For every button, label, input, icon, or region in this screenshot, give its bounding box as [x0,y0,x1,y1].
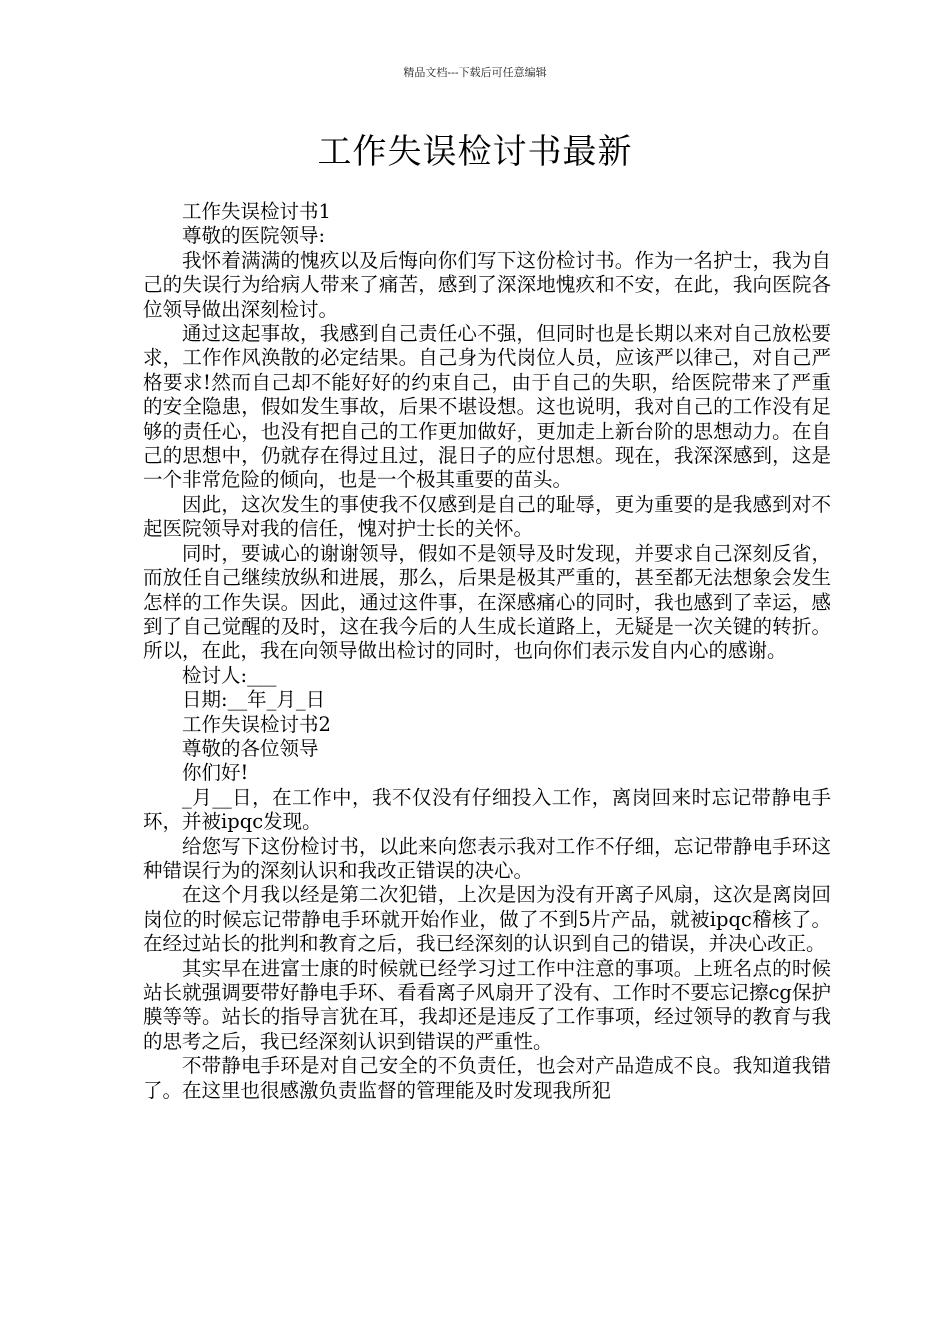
paragraph: _月__日，在工作中，我不仅没有仔细投入工作，离岗回来时忘记带静电手环，并被ipqc发现。 [143,785,831,834]
document-title: 工作失误检讨书最新 [317,132,633,172]
paragraph: 因此，这次发生的事使我不仅感到是自己的耻辱，更为重要的是我感到对不起医院领导对我的信任，愧对护士长的关怀。 [143,492,831,541]
paragraph: 给您写下这份检讨书，以此来向您表示我对工作不仔细，忘记带静电手环这种错误行为的深刻认识和我改正错误的决心。 [143,834,831,882]
paragraph: 其实早在进富士康的时候就已经学习过工作中注意的事项。上班名点的时候站长就强调要带好静电手环、看看离子风扇开了没有、工作时不要忘记擦cg保护膜等等。站长的指导言犹在耳，我却还是违反了工作事项，经过领导的教育与我的思考之后，我已经深刻认识到错误的严重性。 [143,956,831,1053]
date-line: 日期:__年_月_日 [182,688,326,712]
section-heading: 工作失误检讨书2 [182,712,331,736]
header-note: 精品文档---下载后可任意编辑 [403,66,547,79]
paragraph: 尊敬的医院领导: [182,224,326,248]
document-body [143,200,831,1103]
paragraph: 在这个月我以经是第二次犯错，上次是因为没有开离子风扇，这次是离岗回岗位的时候忘记带静电手环就开始作业，做了不到5片产品，就被ipqc稽核了。在经过站长的批判和教育之后，我已经深刻的认识到自己的错误，并决心改正。 [143,883,831,956]
paragraph: 同时，要诚心的谢谢领导，假如不是领导及时发现，并要求自己深刻反省，而放任自己继续放纵和进展，那么，后果是极其严重的，甚至都无法想象会发生怎样的工作失误。因此，通过这件事，在深感痛心的同时，我也感到了幸运，感到了自己觉醒的及时，这在我今后的人生成长道路上，无疑是一次关键的转折。所以，在此，我在向领导做出检讨的同时，也向你们表示发自内心的感谢。 [143,541,831,663]
salutation: 尊敬的各位领导 [182,736,319,760]
paragraph: 我怀着满满的愧疚以及后悔向你们写下这份检讨书。作为一名护士，我为自己的失误行为给病人带来了痛苦，感到了深深地愧疚和不安，在此，我向医院各位领导做出深刻检讨。 [143,248,831,321]
paragraph: 工作失误检讨书1 [182,200,331,223]
paragraph: 不带静电手环是对自己安全的不负责任，也会对产品造成不良。我知道我错了。在这里也很感激负责监督的管理能及时发现我所犯 [143,1054,831,1102]
signature-line: 检讨人:___ [182,663,277,687]
paragraph: 通过这起事故，我感到自己责任心不强，但同时也是长期以来对自己放松要求，工作作风涣散的必定结果。自己身为代岗位人员，应该严以律己，对自己严格要求!然而自己却不能好好的约束自己，由于自己的失职，给医院带来了严重的安全隐患，假如发生事故，后果不堪设想。这也说明，我对自己的工作没有足够的责任心，也没有把自己的工作更加做好，更加走上新台阶的思想动力。在自己的思想中，仍就存在得过且过，混日子的应付思想。现在，我深深感到，这是一个非常危险的倾向，也是一个极其重要的苗头。 [143,322,831,492]
greeting: 你们好! [182,761,249,785]
